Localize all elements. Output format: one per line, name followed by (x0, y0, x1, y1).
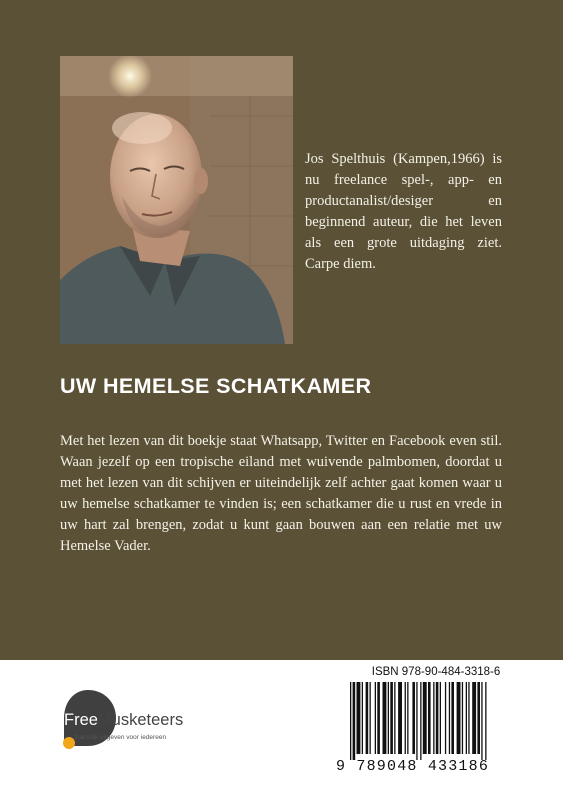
barcode-bar (468, 682, 469, 754)
publisher-name (64, 711, 183, 730)
barcode-digits: 9 789048 433186 (336, 758, 490, 775)
barcode-bar (433, 682, 434, 754)
barcode-bar (449, 682, 450, 754)
publisher-name-part1: Free (64, 711, 98, 729)
barcode-bar (445, 682, 446, 754)
barcode-bar (436, 682, 439, 754)
isbn-barcode (336, 666, 536, 784)
barcode-bar (366, 682, 369, 754)
book-title: UW HEMELSE SCHATKAMER (60, 374, 372, 398)
barcode-bar (405, 682, 406, 754)
barcode-bar (416, 682, 417, 760)
barcode-bar (383, 682, 387, 754)
ceiling-lamp-icon (108, 56, 152, 98)
barcode-bar (477, 682, 480, 754)
publisher-name-part2: Musketeers (97, 711, 184, 729)
author-photo (60, 56, 293, 344)
barcode-bar (420, 682, 421, 760)
isbn-label: ISBN 978-90-484-3318-6 (371, 666, 501, 678)
barcode-bar (350, 682, 351, 760)
barcode-bar (481, 682, 482, 760)
barcode-icon (336, 682, 536, 760)
barcode-bar (466, 682, 467, 754)
barcode-bar (451, 682, 454, 754)
barcode-bar (353, 682, 356, 760)
barcode-bar (388, 682, 389, 754)
barcode-bar (362, 682, 363, 754)
book-blurb: Met het lezen van dit boekje staat Whatsapp, Twitter en Facebook even stil. Waan jezelf op een tropische eiland met wuivende palmbomen, doordat u met het lezen van dit schijven er uiteindelijk zelf achter gaat komen waar u uw hemelse schatkamer te vinden is; een schatkamer die u rust en vrede in uw hart zal brengen, zodat u kunt gaan bouwen aan een relatie met uw Hemelse Vader. (60, 433, 502, 554)
barcode-bar (398, 682, 402, 754)
barcode-bar (370, 682, 371, 754)
barcode-bar (412, 682, 415, 754)
publisher-logo (58, 688, 228, 758)
barcode-bar (407, 682, 408, 754)
barcode-bar (472, 682, 476, 754)
publisher-tagline: Kansrijk uitgeven voor iedereen (75, 734, 167, 741)
barcode-bar (462, 682, 463, 754)
barcode-bar (390, 682, 393, 754)
barcode-bar (357, 682, 361, 754)
barcode-bar (377, 682, 380, 754)
barcode-bar (440, 682, 441, 754)
barcode-bar (423, 682, 427, 754)
barcode-bar (457, 682, 461, 754)
barcode-bar (485, 682, 486, 760)
author-bio: Jos Spelthuis (Kampen,1966) is nu freelance spel-, app- en productanalist/desiger en beginnend auteur, die het leven als een grote uitdaging ziet. Carpe diem. (305, 151, 502, 272)
barcode-bar (375, 682, 376, 754)
barcode-bar (428, 682, 431, 754)
barcode-bar (394, 682, 395, 754)
